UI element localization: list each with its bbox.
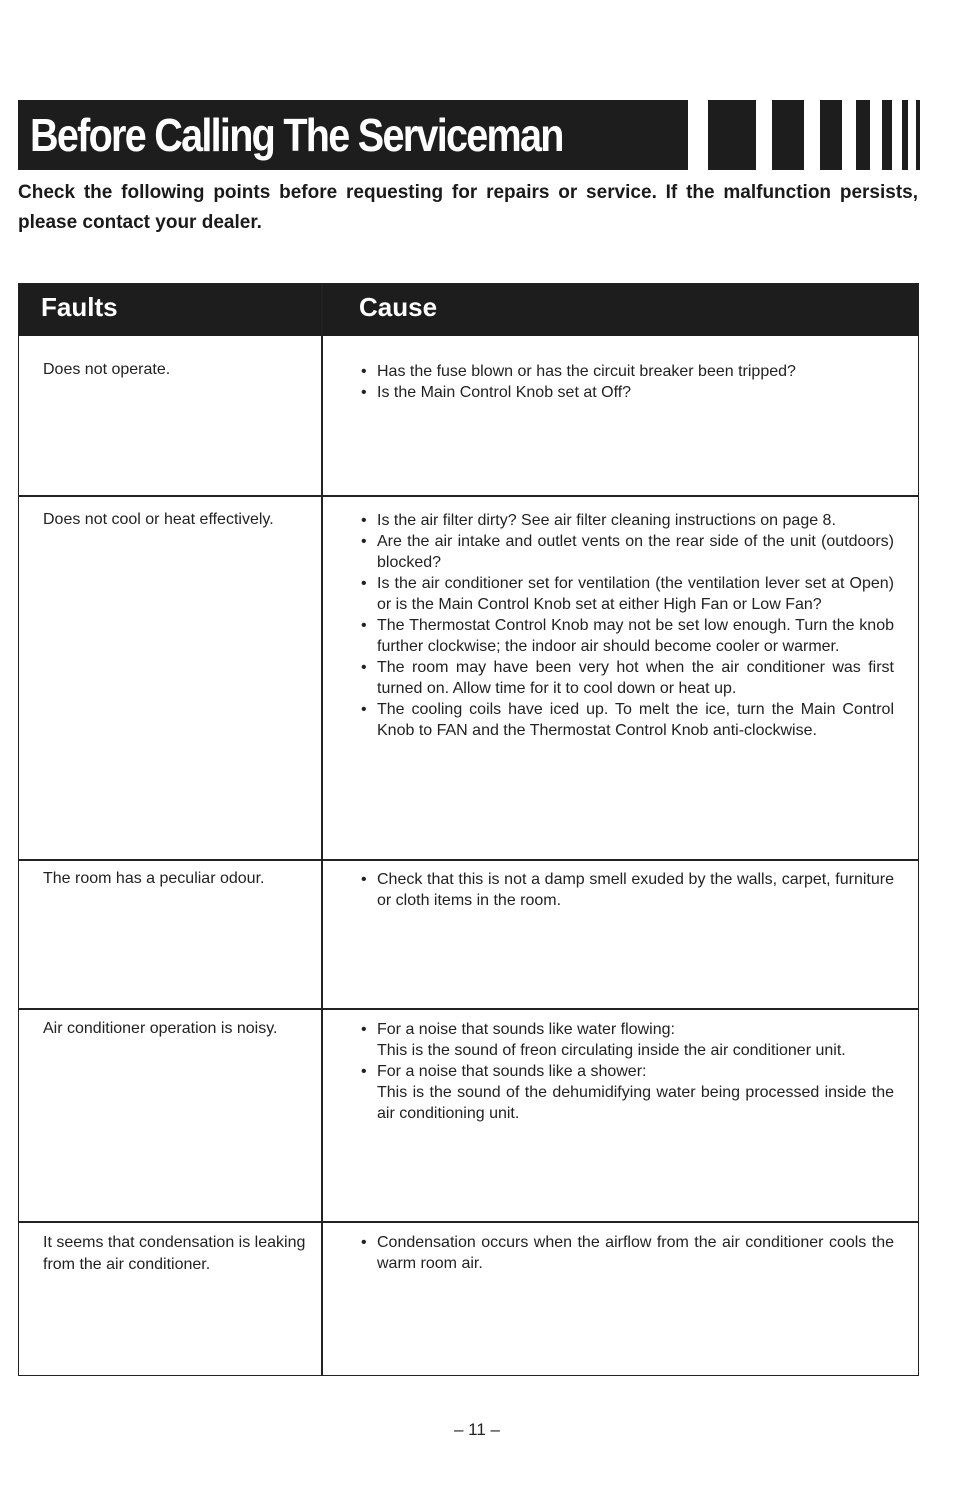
cause-item: • Has the fuse blown or has the circuit breaker been tripped? [359,361,894,382]
title-band [18,100,918,170]
cause-item: • Check that this is not a damp smell exuded by the walls, carpet, furniture or cloth items in the room. [359,869,894,911]
cause-item: • Is the air filter dirty? See air filter cleaning instructions on page 8. [359,510,894,531]
cause-cell [359,510,894,741]
cause-item: • Is the Main Control Knob set at Off? [359,382,894,403]
decorative-bar [882,100,892,170]
fault-text: Does not operate. [43,361,171,378]
column-header-cause: Cause [359,292,438,322]
cause-detail: This is the sound of freon circulating inside the air conditioner unit. [377,1042,846,1059]
cause-item: • For a noise that sounds like water flowing: [359,1019,894,1040]
row-divider [19,495,918,497]
cause-item: • Are the air intake and outlet vents on the rear side of the unit (outdoors) blocked? [359,531,894,573]
page-number: – 11 – [453,1420,500,1439]
decorative-bar [820,100,842,170]
intro-text: Check the following points before requesting for repairs or service. If the malfunction persists, please contact your dealer. [18,182,918,233]
cause-cell [359,869,894,911]
row-divider [19,1008,918,1010]
cause-item: • For a noise that sounds like a shower: [359,1061,894,1082]
decorative-bar [902,100,908,170]
decorative-bar [916,100,920,170]
cause-item: • Condensation occurs when the airflow from the air conditioner cools the warm room air. [359,1232,894,1274]
cause-detail: This is the sound of the dehumidifying water being processed inside the air conditioning unit. [377,1084,894,1122]
decorative-bar [708,100,756,170]
cause-item: • The room may have been very hot when the air conditioner was first turned on. Allow time for it to cool down or heat up. [359,657,894,699]
cause-item: • The cooling coils have iced up. To melt the ice, turn the Main Control Knob to FAN and the Thermostat Control Knob anti-clockwise. [359,699,894,741]
cause-item: • The Thermostat Control Knob may not be set low enough. Turn the knob further clockwise; the indoor air should become cooler or warmer. [359,615,894,657]
table-header [19,284,918,336]
column-header-faults: Faults [41,292,118,322]
fault-text: Does not cool or heat effectively. [43,511,274,528]
cause-cell [359,361,894,403]
cause-cell [359,1019,894,1124]
fault-text: It seems that condensation is leaking from the air conditioner. [43,1234,306,1273]
decorative-bar [856,100,870,170]
troubleshooting-table [18,283,919,1376]
fault-text: Air conditioner operation is noisy. [43,1020,278,1037]
decorative-bars [688,100,918,170]
fault-text: The room has a peculiar odour. [43,870,265,887]
page-title-box [18,100,688,170]
row-divider [19,859,918,861]
cause-cell [359,1232,894,1274]
decorative-bar [772,100,804,170]
row-divider [19,1221,918,1223]
page-title: Before Calling The Serviceman [30,109,563,161]
column-divider [321,284,323,1375]
cause-item: • Is the air conditioner set for ventilation (the ventilation lever set at Open) or is the Main Control Knob set at either High Fan or Low Fan? [359,573,894,615]
